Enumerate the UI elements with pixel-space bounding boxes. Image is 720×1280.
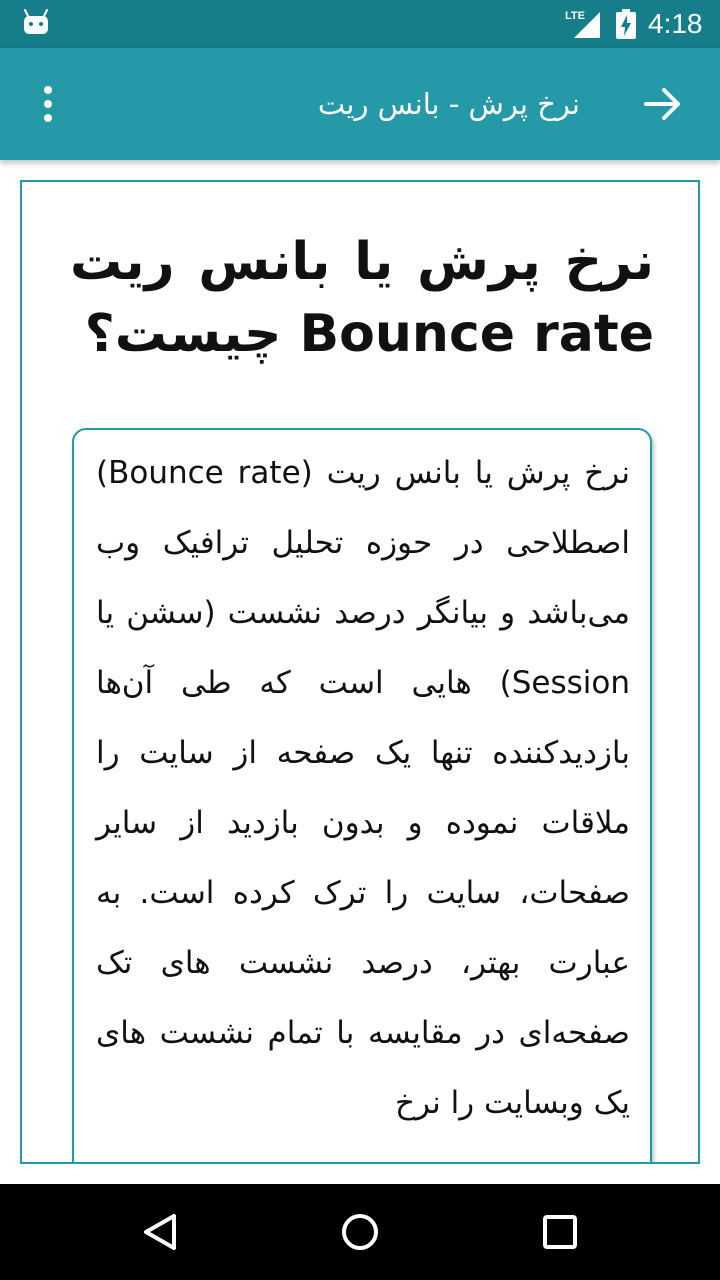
android-notification-icon xyxy=(22,9,50,35)
article-title: نرخ پرش یا بانس ریت Bounce rate چیست؟ xyxy=(70,232,654,364)
toolbar-title: نرخ پرش - بانس ریت xyxy=(317,87,580,121)
content-frame[interactable] xyxy=(20,180,700,1164)
home-circle-icon[interactable] xyxy=(336,1208,384,1256)
overflow-menu-icon[interactable] xyxy=(26,82,70,126)
app-toolbar xyxy=(0,48,720,160)
article-text-box[interactable] xyxy=(72,428,652,1164)
system-navigation-bar xyxy=(0,1184,720,1280)
battery-charging-icon xyxy=(614,9,638,39)
network-type-label: LTE xyxy=(565,10,585,22)
recents-square-icon[interactable] xyxy=(536,1208,584,1256)
lte-signal-icon xyxy=(562,8,602,40)
arrow-right-icon[interactable] xyxy=(636,82,690,126)
article-body-text: نرخ پرش یا بانس ریت (Bounce rate) اصطلاحی در حوزه تحلیل ترافیک وب می‌باشد و بیانگر درصد نشست (سشن یا Session) هایی است که طی آن‌ها بازدیدکننده تنها یک صفحه از سایت را ملاقات نموده و بدون بازدید از سایر صفحات، سایت را ترک کرده است. به عبارت بهتر، درصد نشست های تک صفحه‌ای در مقایسه با تمام نشست های یک وبسایت را نرخ xyxy=(96,455,630,1121)
back-triangle-icon[interactable] xyxy=(136,1208,184,1256)
status-clock: 4:18 xyxy=(648,8,703,39)
status-bar xyxy=(0,0,720,48)
